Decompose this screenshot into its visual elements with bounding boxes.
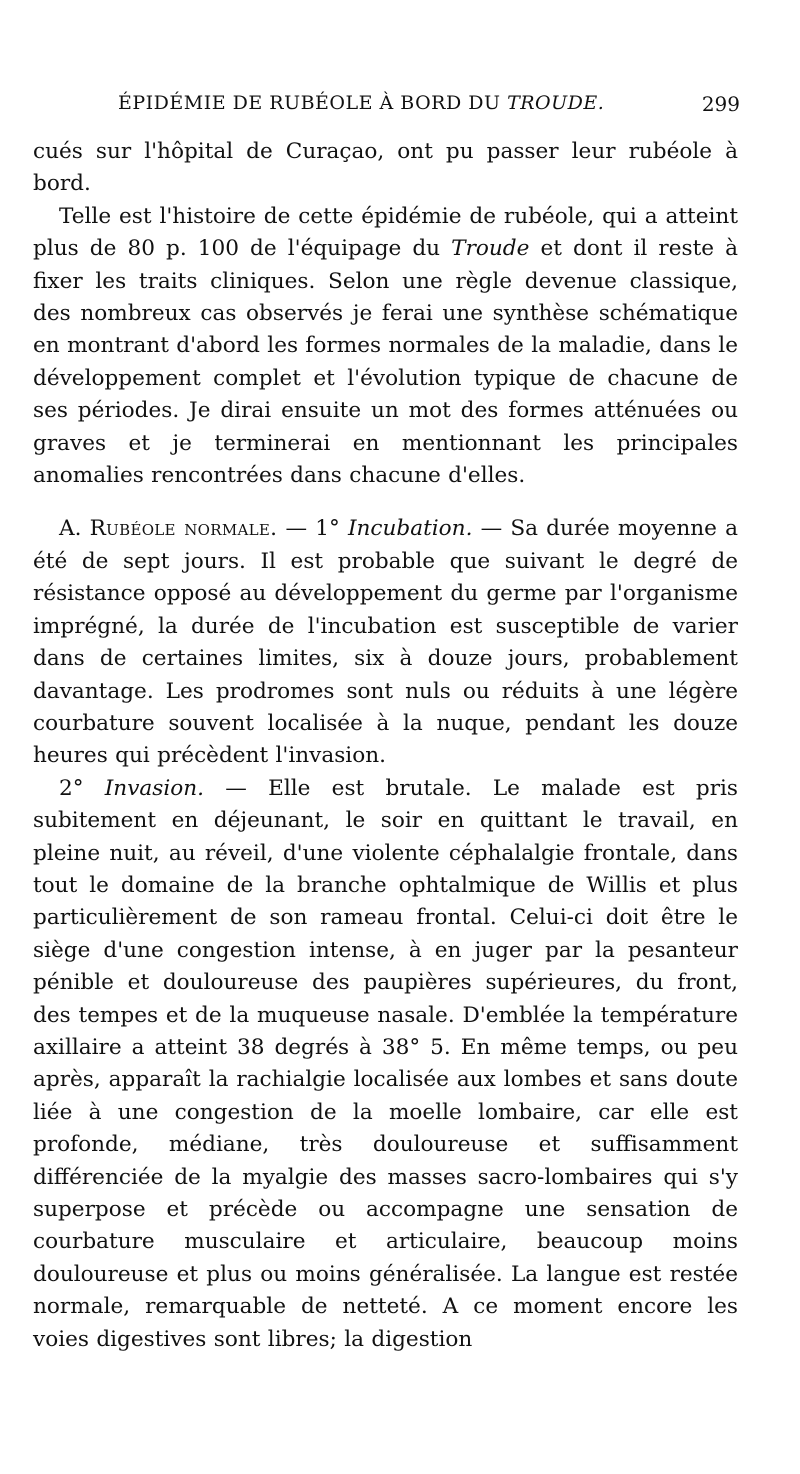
paragraph-continuation: cués sur l'hôpital de Curaçao, ont pu passer leur rubéole à bord.: [33, 139, 738, 197]
section-letter: A.: [59, 516, 82, 542]
running-header: [60, 92, 740, 118]
invasion-number: 2°: [59, 775, 84, 801]
section-invasion: [33, 773, 738, 1356]
page-number: 299: [701, 92, 740, 116]
section-normal-rubella: [33, 513, 738, 772]
invasion-text: — Elle est brutale. Le malade est pris subitement en déjeunant, le soir en quittant le travail, en pleine nuit, au réveil, d'une violente céphalalgie frontale, dans tout le domaine de la branche ophtalmique de Willis et plus particulièrement de son rameau frontal. Celui-ci doit être le siège d'une congestion intense, à en juger par la pesanteur pénible et douloureuse des paupières supérieures, du front, des tempes et de la muqueuse nasale. D'emblée la température axillaire a atteint 38 degrés à 38° 5. En même temps, ou peu après, apparaît la rachialgie localisée aux lombes et sans doute liée à une congestion de la moelle lombaire, car elle est profonde, médiane, très douloureuse et suffisamment différenciée de la myalgie des masses sacro-lombaires qui s'y superpose et précède ou accompagne une sensation de courbature musculaire et articulaire, beaucoup moins douloureuse et plus ou moins généralisée. La langue est restée normale, remarquable de netteté. A ce moment encore les voies digestives sont libres; la digestion: [33, 775, 738, 1352]
incubation-text: — Sa durée moyenne a été de sept jours. Il est probable que suivant le degré de résistance opposé au développement du germe par l'organisme imprégné, la durée de l'incubation est susceptible de varier dans de certaines limites, six à douze jours, probablement davantage. Les prodromes sont nuls ou réduits à une légère courbature souvent localisée à la nuque, pendant les douze heures qui précèdent l'invasion.: [33, 516, 738, 769]
paragraph-summary: [33, 201, 738, 493]
section-number: — 1°: [277, 516, 340, 542]
incubation-heading: Incubation.: [347, 516, 473, 542]
paragraph-summary-start: Telle est l'histoire de cette épidémie de rubéole, qui a atteint plus de 80 p. 100 de l'équipage du: [33, 203, 738, 262]
running-title-ship: TROUDE.: [507, 92, 605, 114]
ship-name: Troude: [451, 236, 530, 262]
paragraph-summary-end: et dont il reste à fixer les traits cliniques. Selon une règle devenue classique, des nombreux cas observés je ferai une synthèse schématique en montrant d'abord les formes normales de la maladie, dans le développement complet et l'évolution typique de chacune de ses périodes. Je dirai ensuite un mot des formes atténuées ou graves et je terminerai en mentionnant les principales anomalies rencontrées dans chacune d'elles.: [33, 236, 738, 489]
section-heading: Rubéole normale.: [89, 516, 278, 542]
page-body: [33, 136, 738, 1356]
invasion-heading: Invasion.: [104, 775, 205, 801]
running-title: [118, 92, 604, 114]
running-title-text: ÉPIDÉMIE DE RUBÉOLE À BORD DU: [118, 92, 501, 114]
